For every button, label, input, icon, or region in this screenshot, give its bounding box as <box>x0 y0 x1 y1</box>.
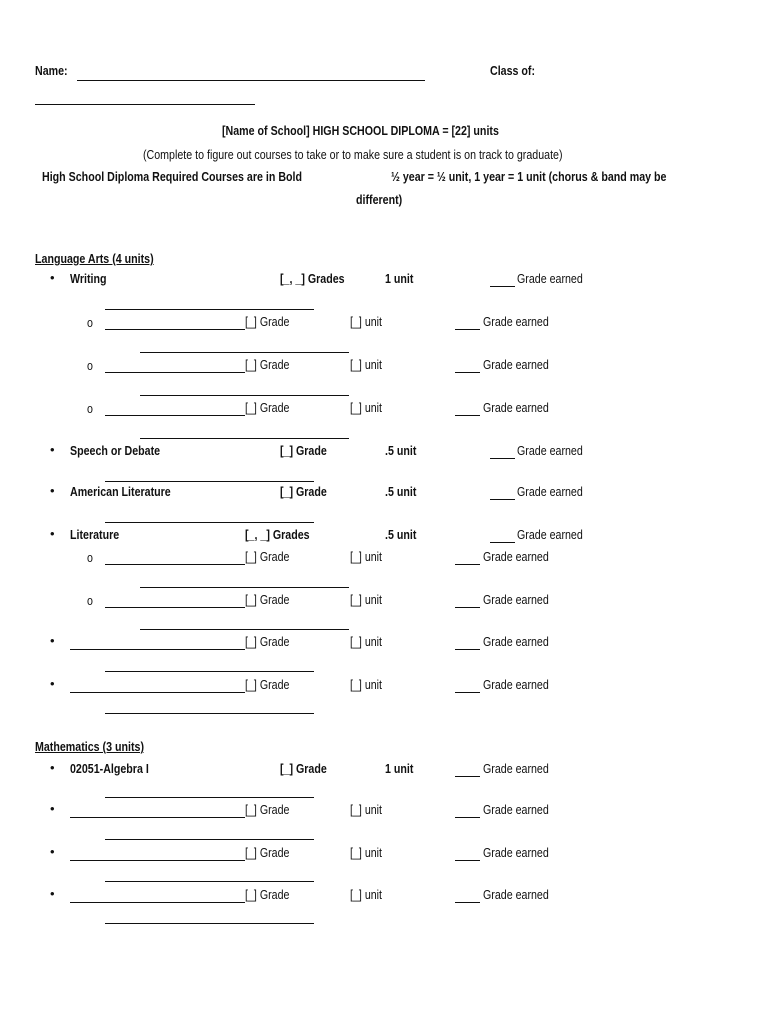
course-units: .5 unit <box>385 443 417 458</box>
sub-bullet-icon: o <box>87 401 93 416</box>
name-label: Name: <box>35 63 68 78</box>
unit-note: ½ year = ½ unit, 1 year = 1 unit (chorus & band may be <box>391 169 667 184</box>
grade-earned-blank[interactable] <box>455 564 480 565</box>
course-units: .5 unit <box>385 484 417 499</box>
bullet-icon: • <box>50 676 55 691</box>
course-fill-line[interactable] <box>70 902 245 903</box>
grade-earned-label: Grade earned <box>483 400 549 415</box>
course-fill-line[interactable] <box>140 352 349 353</box>
grade-earned-label: Grade earned <box>483 549 549 564</box>
grade-earned-blank[interactable] <box>490 499 515 500</box>
course-name: Speech or Debate <box>70 443 161 458</box>
course-fill-line[interactable] <box>105 713 314 714</box>
sub-grade: [_] Grade <box>245 802 290 817</box>
sub-bullet-icon: o <box>87 550 93 565</box>
language-arts-heading: Language Arts (4 units) <box>35 251 154 266</box>
grade-earned-label: Grade earned <box>483 802 549 817</box>
sub-grade: [_] Grade <box>245 677 290 692</box>
grade-earned-blank[interactable] <box>455 415 480 416</box>
course-grades: [_, _] Grades <box>280 271 345 286</box>
grade-earned-blank[interactable] <box>455 860 480 861</box>
page-title: [Name of School] HIGH SCHOOL DIPLOMA = [22] units <box>222 123 499 138</box>
grade-earned-blank[interactable] <box>455 372 480 373</box>
grade-earned-blank[interactable] <box>490 286 515 287</box>
sub-unit: [_] unit <box>350 845 383 860</box>
grade-earned-blank[interactable] <box>455 649 480 650</box>
course-fill-line[interactable] <box>105 881 314 882</box>
course-fill-line[interactable] <box>70 817 245 818</box>
sub-grade: [_] Grade <box>245 357 290 372</box>
sub-grade: [_] Grade <box>245 400 290 415</box>
course-fill-line[interactable] <box>140 587 349 588</box>
sub-bullet-icon: o <box>87 593 93 608</box>
course-grades: [_] Grade <box>280 443 327 458</box>
course-units: 1 unit <box>385 761 414 776</box>
sub-unit: [_] unit <box>350 400 383 415</box>
course-units: .5 unit <box>385 527 417 542</box>
course-grades: [_] Grade <box>280 761 327 776</box>
course-fill-line[interactable] <box>105 923 314 924</box>
sub-unit: [_] unit <box>350 634 383 649</box>
grade-earned-label: Grade earned <box>483 887 549 902</box>
course-name: American Literature <box>70 484 171 499</box>
bullet-icon: • <box>50 801 55 816</box>
course-fill-line[interactable] <box>140 395 349 396</box>
required-note: High School Diploma Required Courses are in Bold <box>42 169 303 184</box>
grade-earned-label: Grade earned <box>483 314 549 329</box>
grade-earned-blank[interactable] <box>490 458 515 459</box>
course-fill-line[interactable] <box>70 692 245 693</box>
sub-unit: [_] unit <box>350 314 383 329</box>
bullet-icon: • <box>50 270 55 285</box>
sub-grade: [_] Grade <box>245 549 290 564</box>
course-fill-line[interactable] <box>105 415 245 416</box>
sub-unit: [_] unit <box>350 677 383 692</box>
sub-unit: [_] unit <box>350 592 383 607</box>
bullet-icon: • <box>50 886 55 901</box>
course-fill-line[interactable] <box>105 481 314 482</box>
course-fill-line[interactable] <box>105 671 314 672</box>
grade-earned-blank[interactable] <box>455 607 480 608</box>
sub-grade: [_] Grade <box>245 887 290 902</box>
sub-bullet-icon: o <box>87 315 93 330</box>
course-fill-line[interactable] <box>105 839 314 840</box>
class-of-label: Class of: <box>490 63 536 78</box>
mathematics-heading: Mathematics (3 units) <box>35 739 144 754</box>
bullet-icon: • <box>50 633 55 648</box>
grade-earned-blank[interactable] <box>455 902 480 903</box>
sub-unit: [_] unit <box>350 887 383 902</box>
grade-earned-blank[interactable] <box>455 776 480 777</box>
grade-earned-label: Grade earned <box>517 443 583 458</box>
course-fill-line[interactable] <box>140 438 349 439</box>
grade-earned-label: Grade earned <box>517 484 583 499</box>
sub-grade: [_] Grade <box>245 314 290 329</box>
grade-earned-label: Grade earned <box>483 845 549 860</box>
course-fill-line[interactable] <box>105 522 314 523</box>
sub-unit: [_] unit <box>350 549 383 564</box>
bullet-icon: • <box>50 442 55 457</box>
sub-bullet-icon: o <box>87 358 93 373</box>
course-fill-line[interactable] <box>105 372 245 373</box>
sub-unit: [_] unit <box>350 802 383 817</box>
course-fill-line[interactable] <box>70 649 245 650</box>
course-fill-line[interactable] <box>105 607 245 608</box>
course-fill-line[interactable] <box>70 860 245 861</box>
bullet-icon: • <box>50 760 55 775</box>
course-fill-line[interactable] <box>105 564 245 565</box>
course-name: 02051-Algebra I <box>70 761 149 776</box>
course-fill-line[interactable] <box>140 629 349 630</box>
unit-note-cont: different) <box>356 192 403 207</box>
course-grades: [_, _] Grades <box>245 527 310 542</box>
course-units: 1 unit <box>385 271 414 286</box>
bullet-icon: • <box>50 844 55 859</box>
course-fill-line[interactable] <box>105 309 314 310</box>
page-subtitle: (Complete to figure out courses to take or to make sure a student is on track to graduate) <box>143 147 563 162</box>
grade-earned-label: Grade earned <box>517 271 583 286</box>
grade-earned-blank[interactable] <box>490 542 515 543</box>
grade-earned-blank[interactable] <box>455 329 480 330</box>
grade-earned-label: Grade earned <box>483 761 549 776</box>
course-grades: [_] Grade <box>280 484 327 499</box>
name-field-line[interactable] <box>77 80 425 81</box>
course-name: Writing <box>70 271 107 286</box>
course-name: Literature <box>70 527 120 542</box>
grade-earned-blank[interactable] <box>455 692 480 693</box>
class-of-field-line[interactable] <box>35 104 255 105</box>
bullet-icon: • <box>50 526 55 541</box>
bullet-icon: • <box>50 483 55 498</box>
grade-earned-label: Grade earned <box>483 677 549 692</box>
grade-earned-label: Grade earned <box>483 357 549 372</box>
grade-earned-label: Grade earned <box>517 527 583 542</box>
sub-unit: [_] unit <box>350 357 383 372</box>
sub-grade: [_] Grade <box>245 845 290 860</box>
course-fill-line[interactable] <box>105 797 314 798</box>
grade-earned-label: Grade earned <box>483 592 549 607</box>
sub-grade: [_] Grade <box>245 592 290 607</box>
course-fill-line[interactable] <box>105 329 245 330</box>
grade-earned-label: Grade earned <box>483 634 549 649</box>
sub-grade: [_] Grade <box>245 634 290 649</box>
grade-earned-blank[interactable] <box>455 817 480 818</box>
